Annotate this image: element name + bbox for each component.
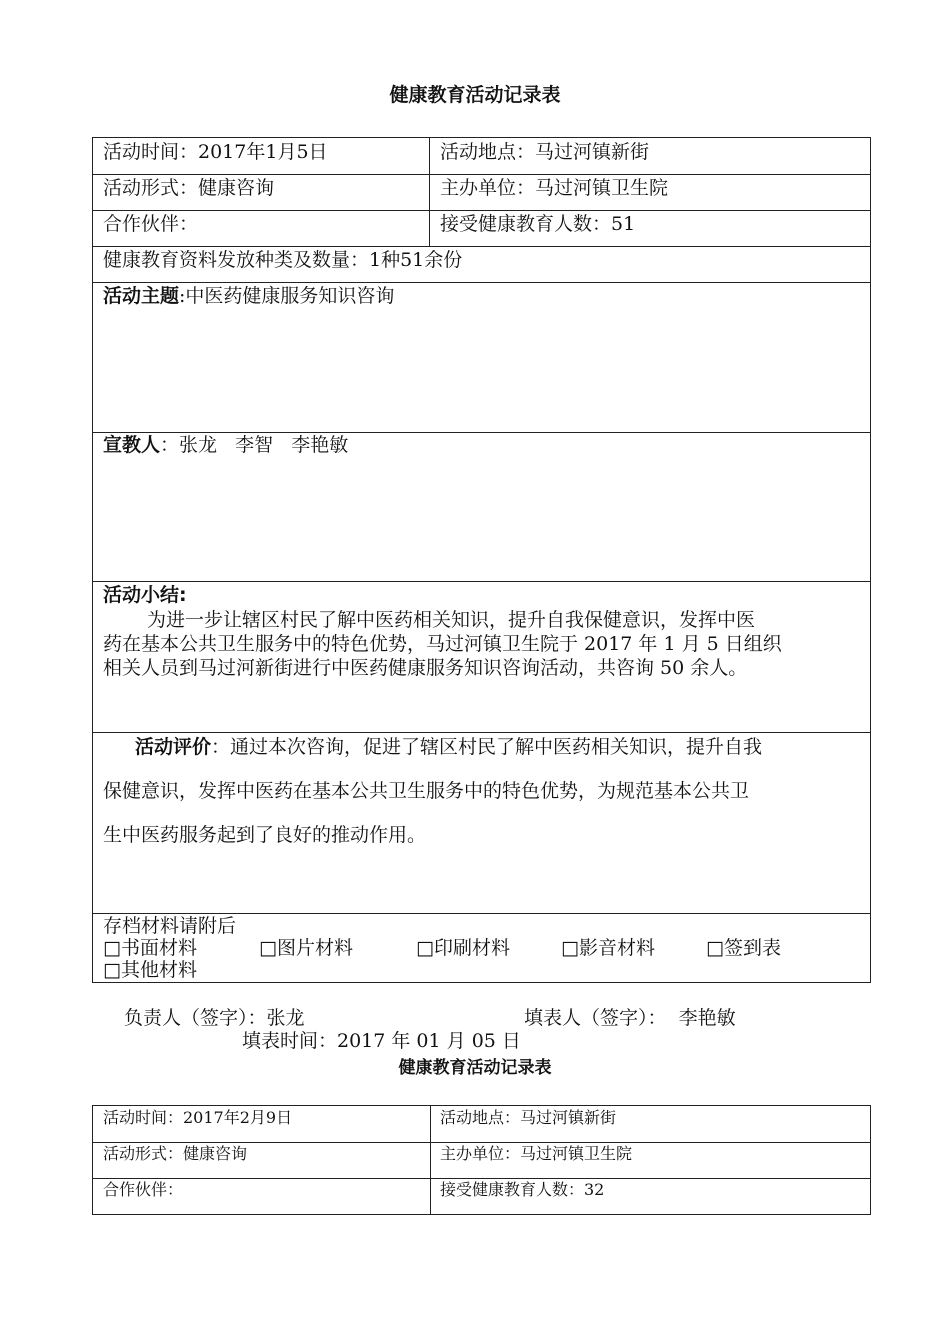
theme-row <box>103 284 394 308</box>
summary-line-2: 药在基本公共卫生服务中的特色优势，马过河镇卫生院于 2017 年 1 月 5 日组织 <box>103 633 782 655</box>
column-divider <box>429 138 430 246</box>
archive-option-photo[interactable]: □图片材料 <box>259 937 353 959</box>
activity-format: 活动形式：健康咨询 <box>103 1144 248 1163</box>
educator-row <box>103 433 348 457</box>
summary-line-3: 相关人员到马过河新街进行中医药健康服务知识咨询活动，共咨询 50 余人。 <box>103 657 748 679</box>
summary-label: 活动小结: <box>103 584 187 606</box>
activity-time: 活动时间：2017年1月5日 <box>103 141 328 163</box>
evaluation-line-2: 保健意识，发挥中医药在基本公共卫生服务中的特色优势，为规范基本公共卫 <box>103 780 750 802</box>
record-table-2 <box>92 1105 871 1215</box>
materials-distributed: 健康教育资料发放种类及数量：1种51余份 <box>103 249 463 271</box>
summary-line-1: 为进一步让辖区村民了解中医药相关知识，提升自我保健意识，发挥中医 <box>147 609 756 631</box>
archive-option-written[interactable]: □书面材料 <box>103 937 197 959</box>
column-divider <box>430 1106 431 1214</box>
evaluation-row <box>135 735 762 759</box>
row-divider <box>93 210 870 211</box>
record-table-1 <box>92 137 871 983</box>
evaluation-line-3: 生中医药服务起到了良好的推动作用。 <box>103 824 427 846</box>
row-divider <box>93 732 870 733</box>
evaluation-line-1: ：通过本次咨询，促进了辖区村民了解中医药相关知识，提升自我 <box>211 736 763 758</box>
responsible-signature: 负责人（签字）：张龙 <box>124 1007 305 1029</box>
activity-format: 活动形式：健康咨询 <box>103 177 275 199</box>
organizer: 主办单位：马过河镇卫生院 <box>440 177 669 199</box>
row-divider <box>93 174 870 175</box>
form2-title: 健康教育活动记录表 <box>398 1058 552 1078</box>
educator-label: 宣教人 <box>103 434 161 456</box>
activity-location: 活动地点：马过河镇新街 <box>440 1108 617 1127</box>
row-divider <box>93 1142 870 1143</box>
audience-count: 接受健康教育人数：32 <box>440 1180 605 1199</box>
row-divider <box>93 581 870 582</box>
form1-title: 健康教育活动记录表 <box>389 84 561 106</box>
row-divider <box>93 282 870 283</box>
partner: 合作伙伴： <box>103 1180 184 1199</box>
row-divider <box>93 246 870 247</box>
archive-option-signin[interactable]: □签到表 <box>706 937 781 959</box>
fill-date: 填表时间：2017 年 01 月 05 日 <box>242 1030 521 1052</box>
activity-time: 活动时间：2017年2月9日 <box>103 1108 293 1127</box>
theme-label: 活动主题 <box>103 285 180 307</box>
partner: 合作伙伴： <box>103 213 199 235</box>
filler-signature: 填表人（签字）： 李艳敏 <box>524 1007 736 1029</box>
row-divider <box>93 1178 870 1179</box>
row-divider <box>93 913 870 914</box>
educator-value: ：张龙 李智 李艳敏 <box>160 434 349 456</box>
activity-location: 活动地点：马过河镇新街 <box>440 141 650 163</box>
organizer: 主办单位：马过河镇卫生院 <box>440 1144 633 1163</box>
theme-value: :中医药健康服务知识咨询 <box>179 285 395 307</box>
audience-count: 接受健康教育人数：51 <box>440 213 636 235</box>
archive-heading: 存档材料请附后 <box>103 915 237 937</box>
archive-option-video[interactable]: □影音材料 <box>561 937 655 959</box>
archive-option-other[interactable]: □其他材料 <box>103 959 197 981</box>
archive-option-print[interactable]: □印刷材料 <box>416 937 510 959</box>
evaluation-label: 活动评价 <box>135 736 212 758</box>
